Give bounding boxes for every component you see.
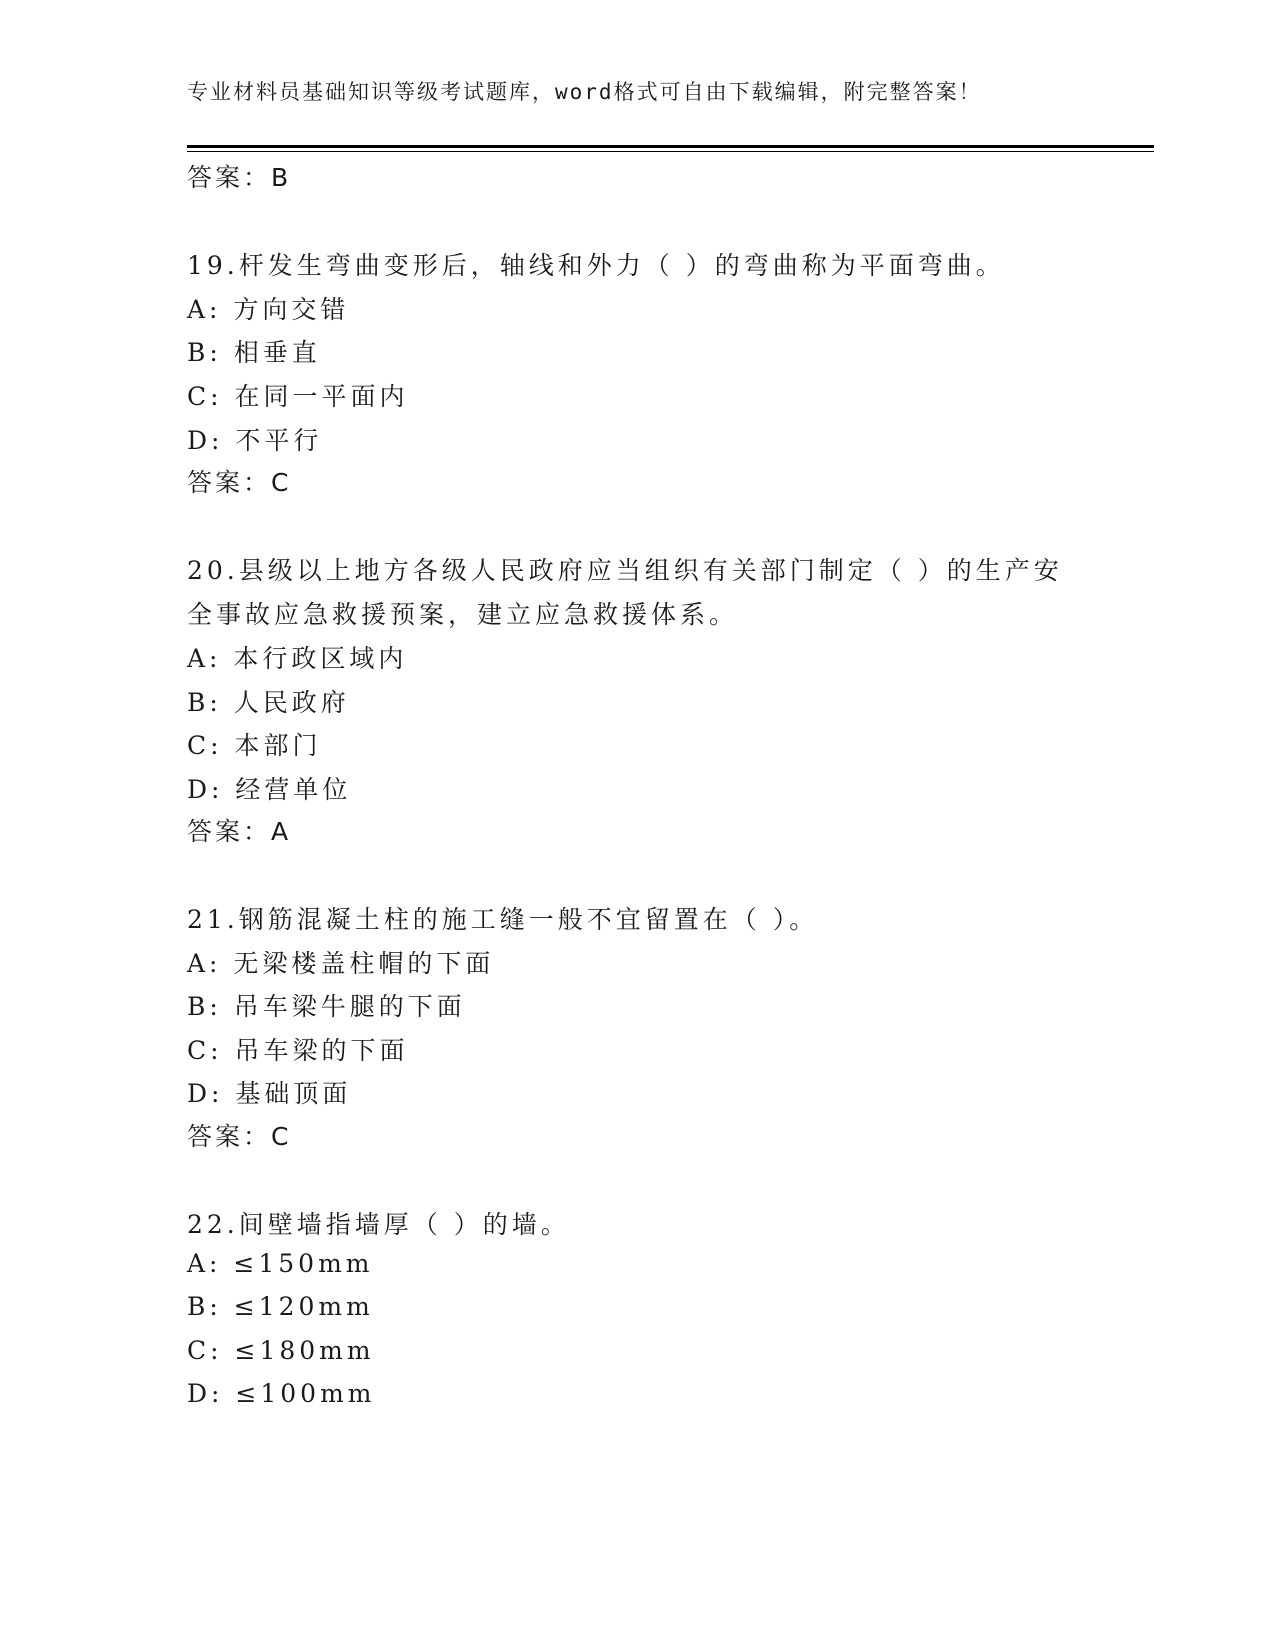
question-20-stem-line-1: 20.县级以上地方各级人民政府应当组织有关部门制定（ ）的生产安 <box>187 556 1063 585</box>
question-20-option-a: A: 本行政区域内 <box>187 644 408 673</box>
question-20-option-d: D: 经营单位 <box>187 775 352 804</box>
question-21-option-b: B: 吊车梁牛腿的下面 <box>187 992 466 1021</box>
question-22-stem: 22.间壁墙指墙厚（ ）的墙。 <box>187 1210 570 1239</box>
question-22-option-a: A: ≤150mm <box>187 1249 374 1278</box>
question-21-option-c: C: 吊车梁的下面 <box>187 1036 409 1065</box>
question-20-answer: 答案：A <box>187 817 292 846</box>
question-20-option-c: C: 本部门 <box>187 731 322 760</box>
question-19-option-c: C: 在同一平面内 <box>187 382 409 411</box>
question-19-stem: 19.杆发生弯曲变形后，轴线和外力（ ）的弯曲称为平面弯曲。 <box>187 251 1005 280</box>
answer-previous: 答案：B <box>187 163 292 192</box>
question-20-stem-line-2: 全事故应急救援预案，建立应急救援体系。 <box>187 600 739 629</box>
question-20-option-b: B: 人民政府 <box>187 688 350 717</box>
question-22-option-d: D: ≤100mm <box>187 1379 376 1408</box>
question-22-option-c: C: ≤180mm <box>187 1336 375 1365</box>
header-rule-thin <box>187 151 1154 152</box>
page-header: 专业材料员基础知识等级考试题库，word格式可自由下载编辑，附完整答案！ <box>187 80 982 104</box>
question-21-stem: 21.钢筋混凝土柱的施工缝一般不宜留置在（ ）。 <box>187 905 819 934</box>
header-rule-thick <box>187 145 1154 148</box>
question-21-option-a: A: 无梁楼盖柱帽的下面 <box>187 949 495 978</box>
question-21-answer: 答案：C <box>187 1122 292 1151</box>
question-22-option-b: B: ≤120mm <box>187 1292 374 1321</box>
question-19-option-a: A: 方向交错 <box>187 295 350 324</box>
question-21-option-d: D: 基础顶面 <box>187 1079 352 1108</box>
question-19-option-b: B: 相垂直 <box>187 338 321 367</box>
question-19-answer: 答案：C <box>187 468 292 497</box>
question-19-option-d: D: 不平行 <box>187 426 323 455</box>
